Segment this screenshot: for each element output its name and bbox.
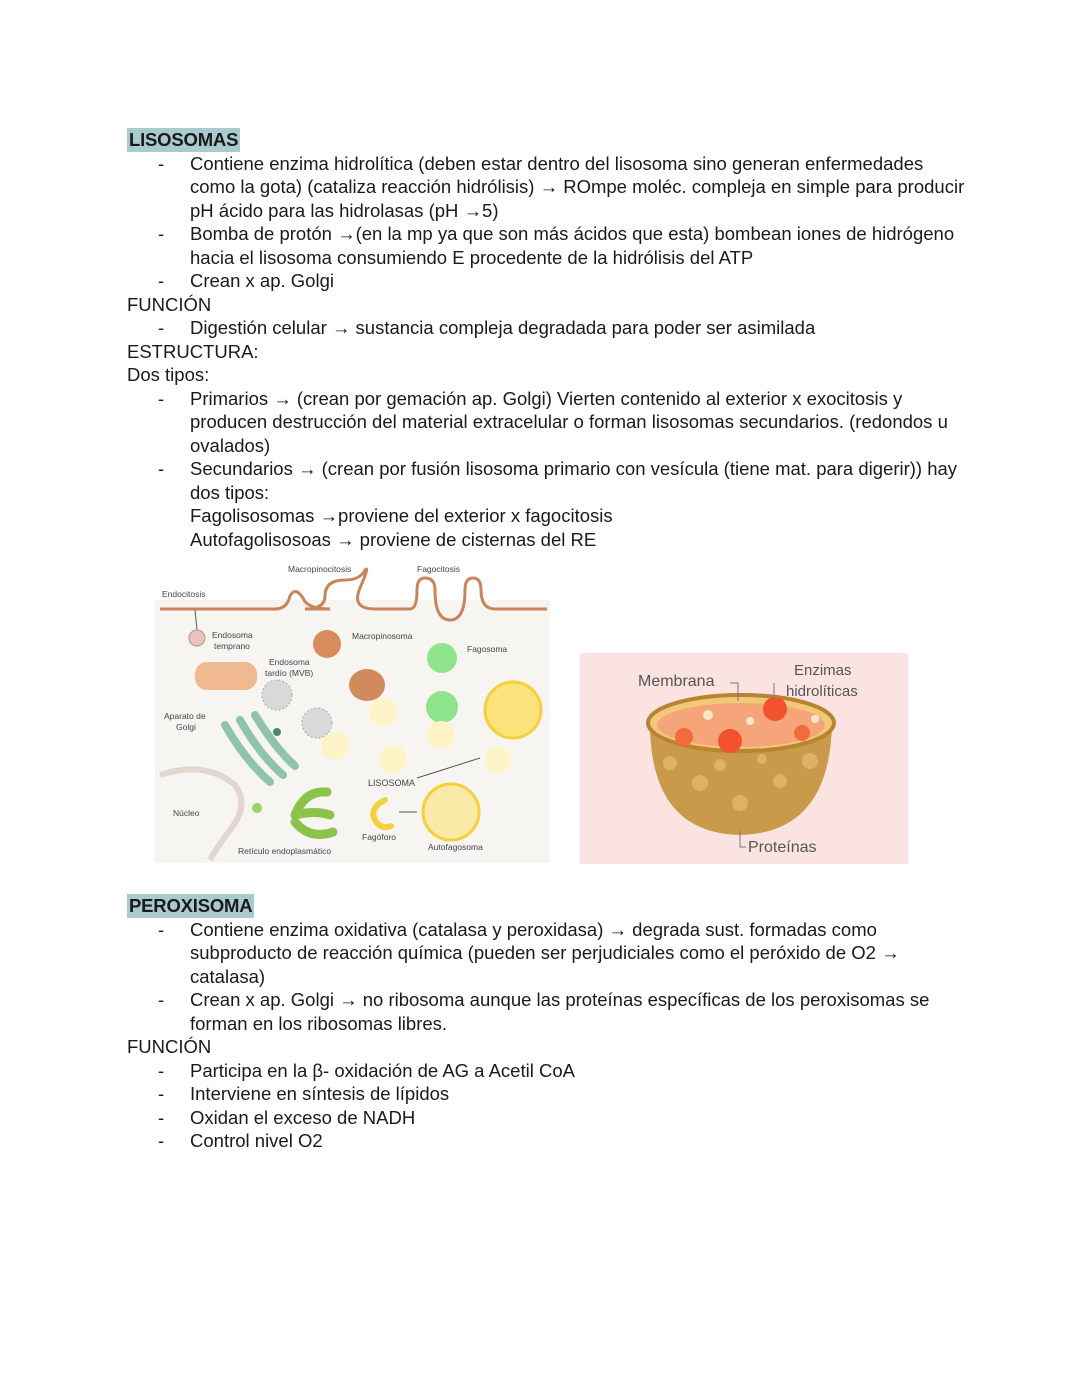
label-fagocitosis: Fagocitosis	[417, 564, 460, 574]
list-item: - Primarios → (crean por gemación ap. Golgi) Vierten contenido al exterior x exocitosis y producen destrucción del material extracelular o forman lisosomas secundarios. (redondos u ovalados)	[158, 387, 948, 456]
lysosome-illustration-svg	[580, 653, 908, 864]
label-macropinosoma: Macropinosoma	[352, 631, 413, 641]
label-golgi: Golgi	[176, 722, 196, 732]
macropinosome	[313, 630, 341, 658]
late-endosome-2	[302, 708, 332, 738]
list-item: - Participa en la β- oxidación de AG a Acetil CoA	[158, 1059, 575, 1081]
label-enzimas: Enzimas	[794, 662, 852, 679]
label-reticulo: Retículo endoplasmático	[238, 846, 332, 856]
label-autofagosoma: Autofagosoma	[428, 842, 483, 852]
peroxisoma-heading: PEROXISOMA	[129, 895, 253, 916]
er-vesicle	[252, 803, 262, 813]
early-endosome-vesicle	[189, 630, 205, 646]
label-nucleo: Núcleo	[173, 808, 200, 818]
label-membrana: Membrana	[638, 673, 715, 690]
label-fagoforo: Fagóforo	[362, 832, 397, 842]
estructura-label: ESTRUCTURA:	[127, 340, 259, 362]
protein	[692, 775, 708, 791]
lysosome-vesicle-4	[321, 732, 349, 760]
label-endosoma-temprano: Endosoma	[212, 630, 253, 640]
lysosome-illustration	[580, 653, 908, 864]
list-item: - Crean x ap. Golgi	[158, 270, 334, 291]
list-item: - Oxidan el exceso de NADH	[158, 1106, 416, 1128]
peroxisoma-section	[127, 894, 967, 1153]
autophagosome	[423, 784, 479, 840]
label-lisosoma: LISOSOMA	[368, 778, 416, 788]
phagolysosome	[485, 682, 541, 738]
endocytosis-diagram	[155, 560, 550, 863]
sub-line: Fagolisosomas →proviene del exterior x fagocitosis	[190, 505, 613, 526]
lysosome-vesicle	[369, 698, 397, 726]
label-endocitosis: Endocitosis	[162, 589, 206, 599]
list-item: - Contiene enzima hidrolítica (deben estar dentro del lisosoma sino generan enfermedades como la gota) (cataliza reacción hidrólisis) → ROmpe moléc. compleja en simple para producir pH ácido para las hidrolasas (pH →5)	[158, 152, 965, 221]
granule	[703, 710, 713, 720]
dos-tipos-label: Dos tipos:	[127, 364, 210, 385]
label-hidroliticas: hidrolíticas	[786, 683, 858, 700]
protein	[732, 795, 748, 811]
label-fagosoma: Fagosoma	[467, 644, 508, 654]
enzyme	[718, 729, 742, 753]
granule	[811, 715, 819, 723]
label-aparato-golgi: Aparato de	[164, 711, 206, 721]
protein	[802, 753, 818, 769]
list-item: - Secundarios → (crean por fusión lisosoma primario con vesícula (tiene mat. para digerir)) hay dos tipos:	[158, 458, 958, 503]
list-item: - Control nivel O2	[158, 1130, 323, 1151]
lisosomas-heading: LISOSOMAS	[129, 129, 239, 150]
phagosome-2	[426, 691, 458, 723]
protein	[714, 759, 726, 771]
list-item: - Digestión celular → sustancia compleja degradada para poder ser asimilada	[158, 317, 816, 338]
label-endosoma-tardio: Endosoma	[269, 657, 310, 667]
golgi-vesicle	[273, 728, 281, 736]
enzyme	[675, 728, 693, 746]
late-endosome	[262, 680, 292, 710]
funcion-label: FUNCIÓN	[127, 293, 212, 315]
early-endosome	[195, 662, 257, 690]
protein	[663, 756, 677, 770]
funcion-label: FUNCIÓN	[127, 1036, 212, 1057]
label-endosoma-tardio-2: tardío (MVB)	[265, 668, 314, 678]
phagosome	[427, 643, 457, 673]
protein	[773, 774, 787, 788]
lysosome-vesicle-5	[485, 747, 511, 773]
lysosome-vesicle-2	[427, 721, 455, 749]
macropinosome-2	[349, 669, 385, 701]
label-endosoma-temprano-2: temprano	[214, 641, 250, 651]
enzyme	[794, 725, 810, 741]
enzyme	[763, 697, 787, 721]
label-proteinas: Proteínas	[748, 839, 817, 856]
lysosome-vesicle-3	[379, 745, 407, 773]
list-item: - Interviene en síntesis de lípidos	[158, 1083, 450, 1104]
sub-line: Autofagolisosoas → proviene de cisternas del RE	[190, 528, 597, 550]
list-item: - Crean x ap. Golgi → no ribosoma aunque las proteínas específicas de los peroxisomas se forman en los ribosomas libres.	[158, 989, 930, 1034]
list-item: - Contiene enzima oxidativa (catalasa y peroxidasa) → degrada sust. formadas como subproducto de reacción química (pueden ser perjudiciales como el peróxido de O2 → catalasa)	[158, 918, 900, 987]
lisosomas-section	[127, 128, 967, 551]
label-macropinocitosis: Macropinocitosis	[288, 564, 352, 574]
protein	[757, 754, 767, 764]
endocytosis-diagram-svg	[155, 560, 550, 863]
list-item: - Bomba de protón →(en la mp ya que son más ácidos que esta) bombean iones de hidrógeno hacia el lisosoma consumiendo E procedente de la hidrólisis del ATP	[158, 223, 955, 268]
granule	[746, 717, 754, 725]
